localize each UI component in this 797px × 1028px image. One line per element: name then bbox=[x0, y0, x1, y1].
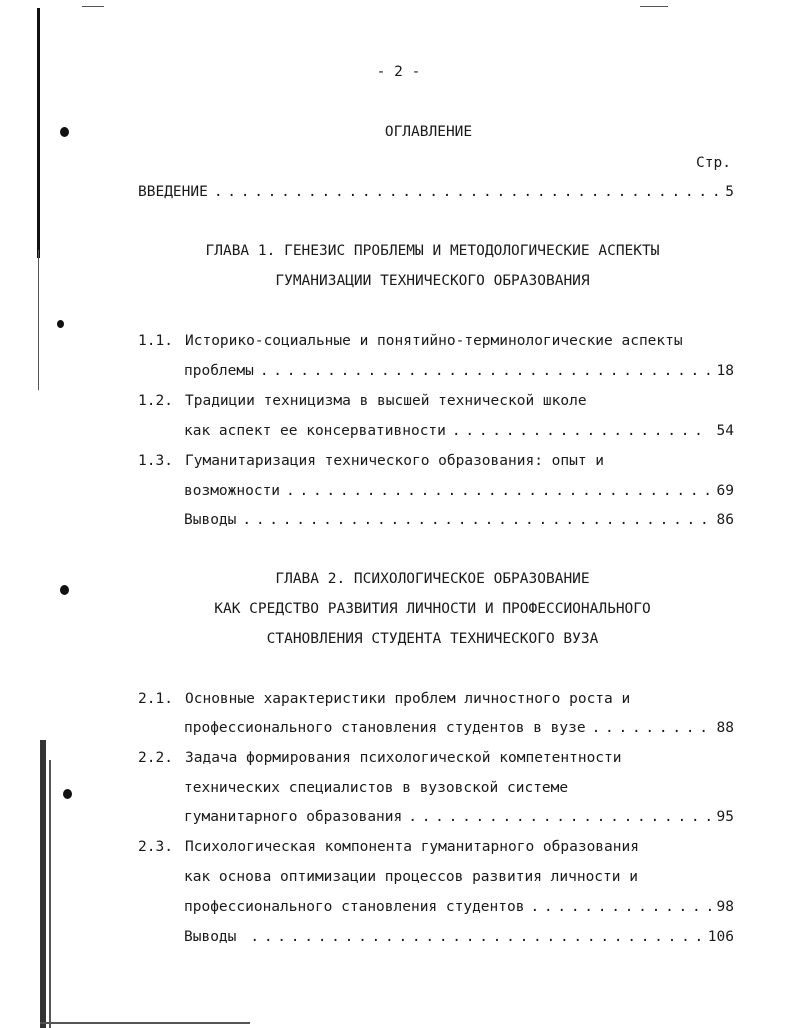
leader-dots bbox=[214, 184, 719, 200]
bottom-edge-line bbox=[40, 1022, 250, 1024]
toc-entry-conclusions bbox=[184, 512, 734, 528]
section-number: 2.1. bbox=[138, 691, 173, 707]
toc-entry-continuation bbox=[184, 869, 734, 885]
toc-entry-continuation bbox=[184, 780, 734, 796]
toc-entry-continuation bbox=[184, 483, 734, 499]
toc-entry-continuation bbox=[184, 899, 734, 915]
toc-page-number: 86 bbox=[716, 512, 734, 528]
leader-dots bbox=[592, 720, 711, 736]
toc-entry-label: ВВЕДЕНИЕ bbox=[138, 184, 208, 200]
toc-page-number: 88 bbox=[716, 720, 734, 736]
section-title: гуманитарного образования bbox=[184, 809, 403, 825]
toc-entry-continuation bbox=[184, 809, 734, 825]
binding-edge-streak bbox=[49, 760, 51, 1028]
toc-entry bbox=[138, 750, 734, 766]
toc-entry-continuation bbox=[184, 363, 734, 379]
toc-entry-intro bbox=[138, 184, 734, 200]
leader-dots bbox=[408, 809, 710, 825]
section-title: проблемы bbox=[184, 363, 254, 379]
binding-edge-shadow bbox=[40, 740, 46, 1028]
section-number: 1.2. bbox=[138, 393, 173, 409]
leader-dots bbox=[250, 929, 707, 945]
toc-page-number: 5 bbox=[725, 184, 734, 200]
section-title: как основа оптимизации процессов развития личности и bbox=[184, 869, 638, 885]
leader-dots bbox=[242, 512, 710, 528]
toc-entry-continuation bbox=[184, 423, 734, 439]
section-number: 2.3. bbox=[138, 839, 173, 855]
section-number: 2.2. bbox=[138, 750, 173, 766]
section-title: Историко-социальные и понятийно-терминологические аспекты bbox=[185, 333, 683, 349]
section-title: Выводы bbox=[184, 929, 237, 945]
binding-edge-line-lower bbox=[38, 250, 39, 390]
toc-entry bbox=[138, 453, 734, 469]
toc-entry bbox=[138, 691, 734, 707]
toc-page-number: 106 bbox=[707, 929, 734, 945]
section-title: Выводы bbox=[184, 512, 237, 528]
toc-page-number: 98 bbox=[716, 899, 734, 915]
page-column-label: Стр. bbox=[696, 155, 731, 171]
section-title: Традиции техницизма в высшей технической школе bbox=[185, 393, 587, 409]
leader-dots bbox=[452, 423, 711, 439]
toc-entry bbox=[138, 333, 734, 349]
section-title: Основные характеристики проблем личностного роста и bbox=[185, 691, 631, 707]
toc-page-number: 69 bbox=[716, 483, 734, 499]
toc-page-number: 54 bbox=[716, 423, 734, 439]
section-title: профессионального становления студентов в вузе bbox=[184, 720, 586, 736]
section-title: возможности bbox=[184, 483, 281, 499]
leader-dots bbox=[286, 483, 711, 499]
leader-dots bbox=[530, 899, 710, 915]
toc-entry bbox=[138, 839, 734, 855]
toc-page-number: 18 bbox=[716, 363, 734, 379]
chapter-heading: СТАНОВЛЕНИЯ СТУДЕНТА ТЕХНИЧЕСКОГО ВУЗА bbox=[266, 631, 599, 647]
chapter-heading: ГЛАВА 2. ПСИХОЛОГИЧЕСКОЕ ОБРАЗОВАНИЕ bbox=[275, 571, 590, 587]
page-number: - 2 - bbox=[376, 64, 421, 80]
section-title: Гуманитаризация технического образования: опыт и bbox=[185, 453, 605, 469]
punch-hole-mark bbox=[63, 789, 72, 799]
section-title: технических специалистов в вузовской системе bbox=[184, 780, 569, 796]
section-title: как аспект ее консервативности bbox=[184, 423, 446, 439]
top-edge-mark bbox=[82, 6, 104, 7]
toc-entry-continuation bbox=[184, 720, 734, 736]
section-title: Психологическая компонента гуманитарного образования bbox=[185, 839, 639, 855]
chapter-heading: ГУМАНИЗАЦИИ ТЕХНИЧЕСКОГО ОБРАЗОВАНИЯ bbox=[275, 273, 590, 289]
section-title: Задача формирования психологической компетентности bbox=[185, 750, 622, 766]
toc-entry bbox=[138, 393, 734, 409]
chapter-heading: КАК СРЕДСТВО РАЗВИТИЯ ЛИЧНОСТИ И ПРОФЕССИОНАЛЬНОГО bbox=[214, 601, 651, 617]
top-edge-mark bbox=[640, 6, 668, 7]
punch-hole-mark bbox=[57, 320, 64, 328]
toc-entry-conclusions bbox=[184, 929, 734, 945]
section-number: 1.1. bbox=[138, 333, 173, 349]
toc-page-number: 95 bbox=[716, 809, 734, 825]
chapter-heading: ГЛАВА 1. ГЕНЕЗИС ПРОБЛЕМЫ И МЕТОДОЛОГИЧЕСКИЕ АСПЕКТЫ bbox=[205, 243, 660, 259]
leader-dots bbox=[260, 363, 711, 379]
section-number: 1.3. bbox=[138, 453, 173, 469]
section-title: профессионального становления студентов bbox=[184, 899, 525, 915]
toc-title: ОГЛАВЛЕНИЕ bbox=[384, 124, 473, 140]
